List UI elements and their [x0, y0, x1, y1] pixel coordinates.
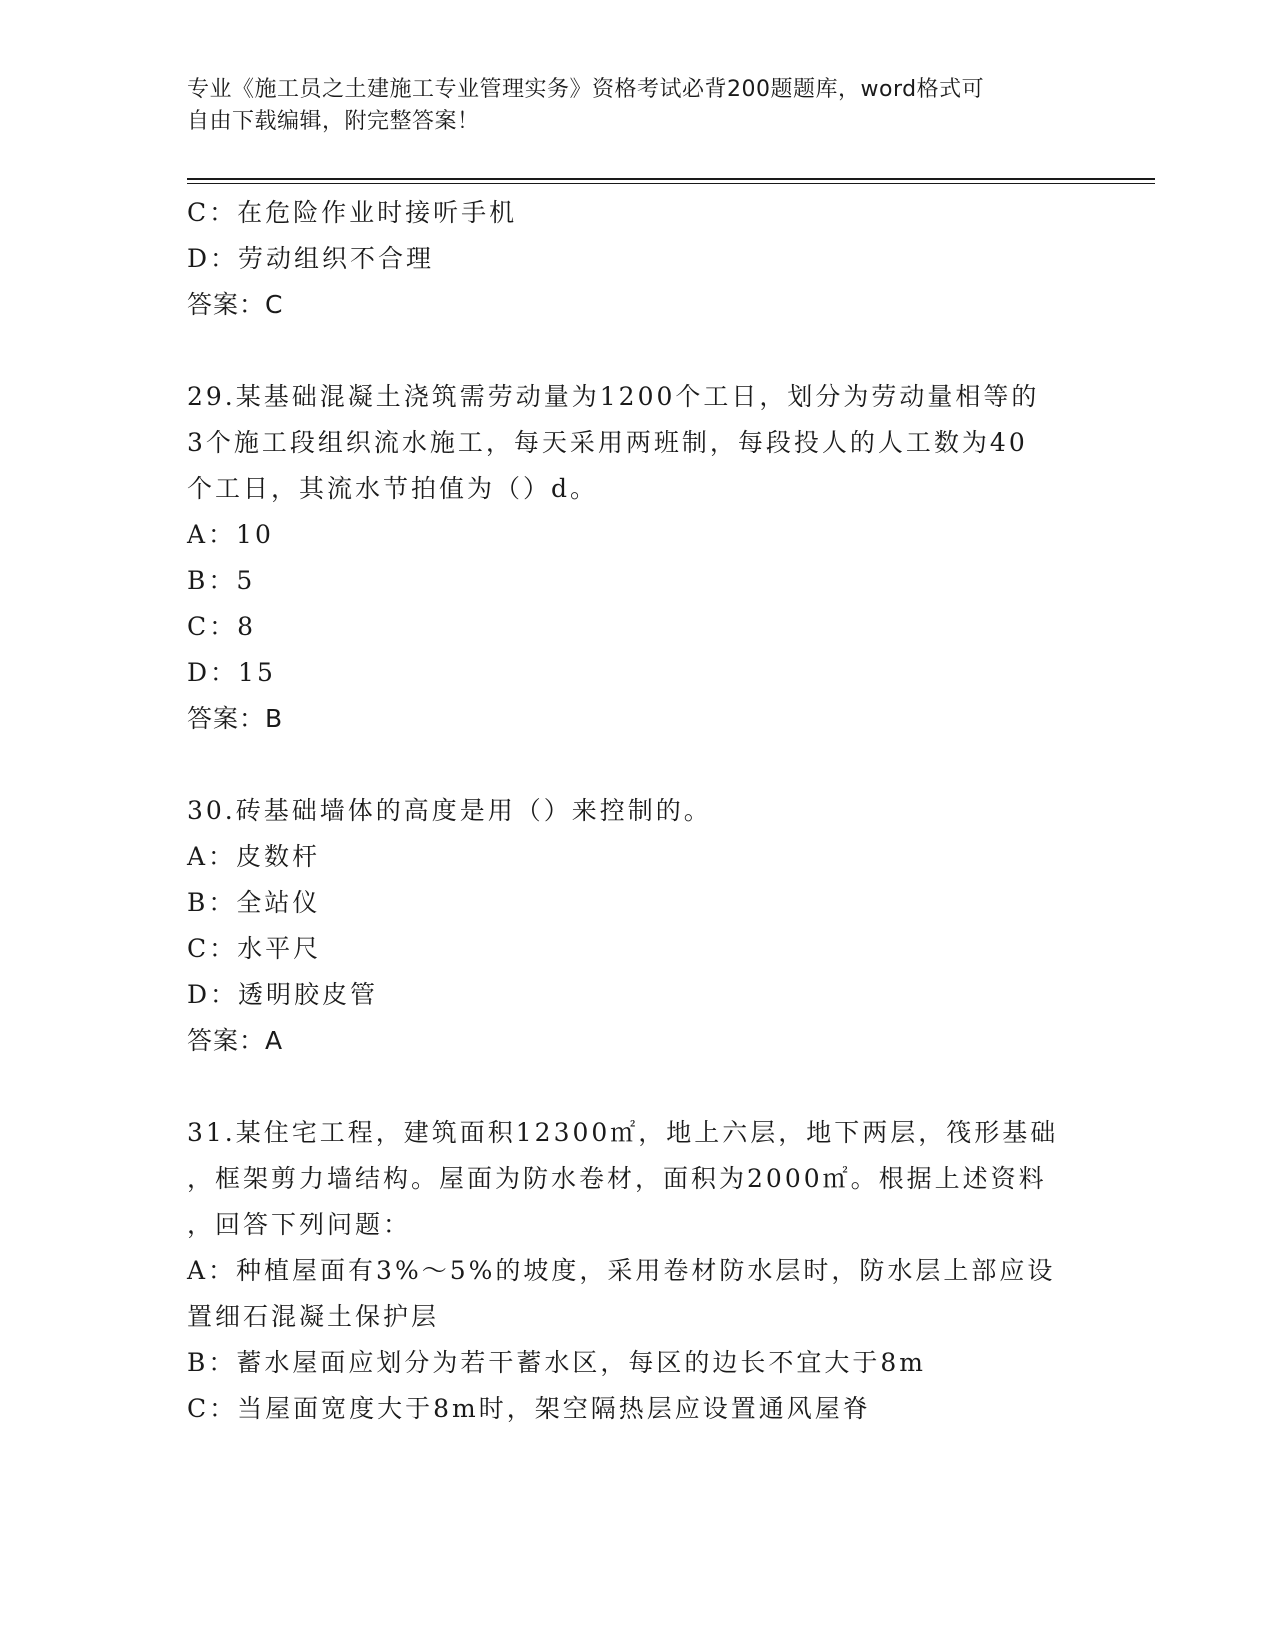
header-divider-thin — [187, 183, 1155, 184]
spacer — [187, 1064, 1077, 1110]
header-divider-thick — [187, 178, 1155, 180]
option-c: C：8 — [187, 612, 257, 641]
question-30 — [187, 788, 1077, 1064]
answer: 答案：A — [187, 1026, 284, 1055]
option-b: B：蓄水屋面应划分为若干蓄水区，每区的边长不宜大于8m — [187, 1348, 926, 1377]
option-b: B：5 — [187, 566, 256, 595]
option-d: D：15 — [187, 658, 276, 687]
option-c: C：当屋面宽度大于8m时，架空隔热层应设置通风屋脊 — [187, 1394, 871, 1423]
question-list — [187, 190, 1077, 1432]
option-d: D：劳动组织不合理 — [187, 244, 435, 273]
answer: 答案：B — [187, 704, 284, 733]
header-line-2: 自由下载编辑，附完整答案！ — [187, 109, 480, 134]
option-c: C：在危险作业时接听手机 — [187, 198, 518, 227]
option-a-line-2: 置细石混凝土保护层 — [187, 1302, 440, 1331]
spacer — [187, 328, 1077, 374]
question-text-line-2: 3个施工段组织流水施工，每天采用两班制，每段投人的人工数为40 — [187, 428, 1028, 457]
spacer — [187, 742, 1077, 788]
option-c: C：水平尺 — [187, 934, 322, 963]
option-a: A：皮数杆 — [187, 842, 321, 871]
question-text-line-1: 30.砖基础墙体的高度是用（）来控制的。 — [187, 796, 712, 825]
option-b: B：全站仪 — [187, 888, 321, 917]
question-text-line-1: 29.某基础混凝土浇筑需劳动量为1200个工日，划分为劳动量相等的 — [187, 382, 1040, 411]
option-a: A：10 — [187, 520, 274, 549]
answer: 答案：C — [187, 290, 284, 319]
question-29 — [187, 374, 1077, 742]
question-text-line-2: ，框架剪力墙结构。屋面为防水卷材，面积为2000㎡。根据上述资料 — [187, 1164, 1047, 1193]
option-a-line-1: A：种植屋面有3%～5%的坡度，采用卷材防水层时，防水层上部应设 — [187, 1256, 1056, 1285]
option-d: D：透明胶皮管 — [187, 980, 379, 1009]
document-header — [187, 74, 1067, 138]
question-text-line-3: 个工日，其流水节拍值为（）d。 — [187, 474, 599, 503]
question-text-line-3: ，回答下列问题： — [187, 1210, 412, 1239]
header-line-1: 专业《施工员之土建施工专业管理实务》资格考试必背200题题库，word格式可 — [187, 77, 985, 102]
question-text-line-1: 31.某住宅工程，建筑面积12300㎡，地上六层，地下两层，筏形基础 — [187, 1118, 1059, 1147]
question-28 — [187, 190, 1077, 328]
question-31 — [187, 1110, 1077, 1432]
